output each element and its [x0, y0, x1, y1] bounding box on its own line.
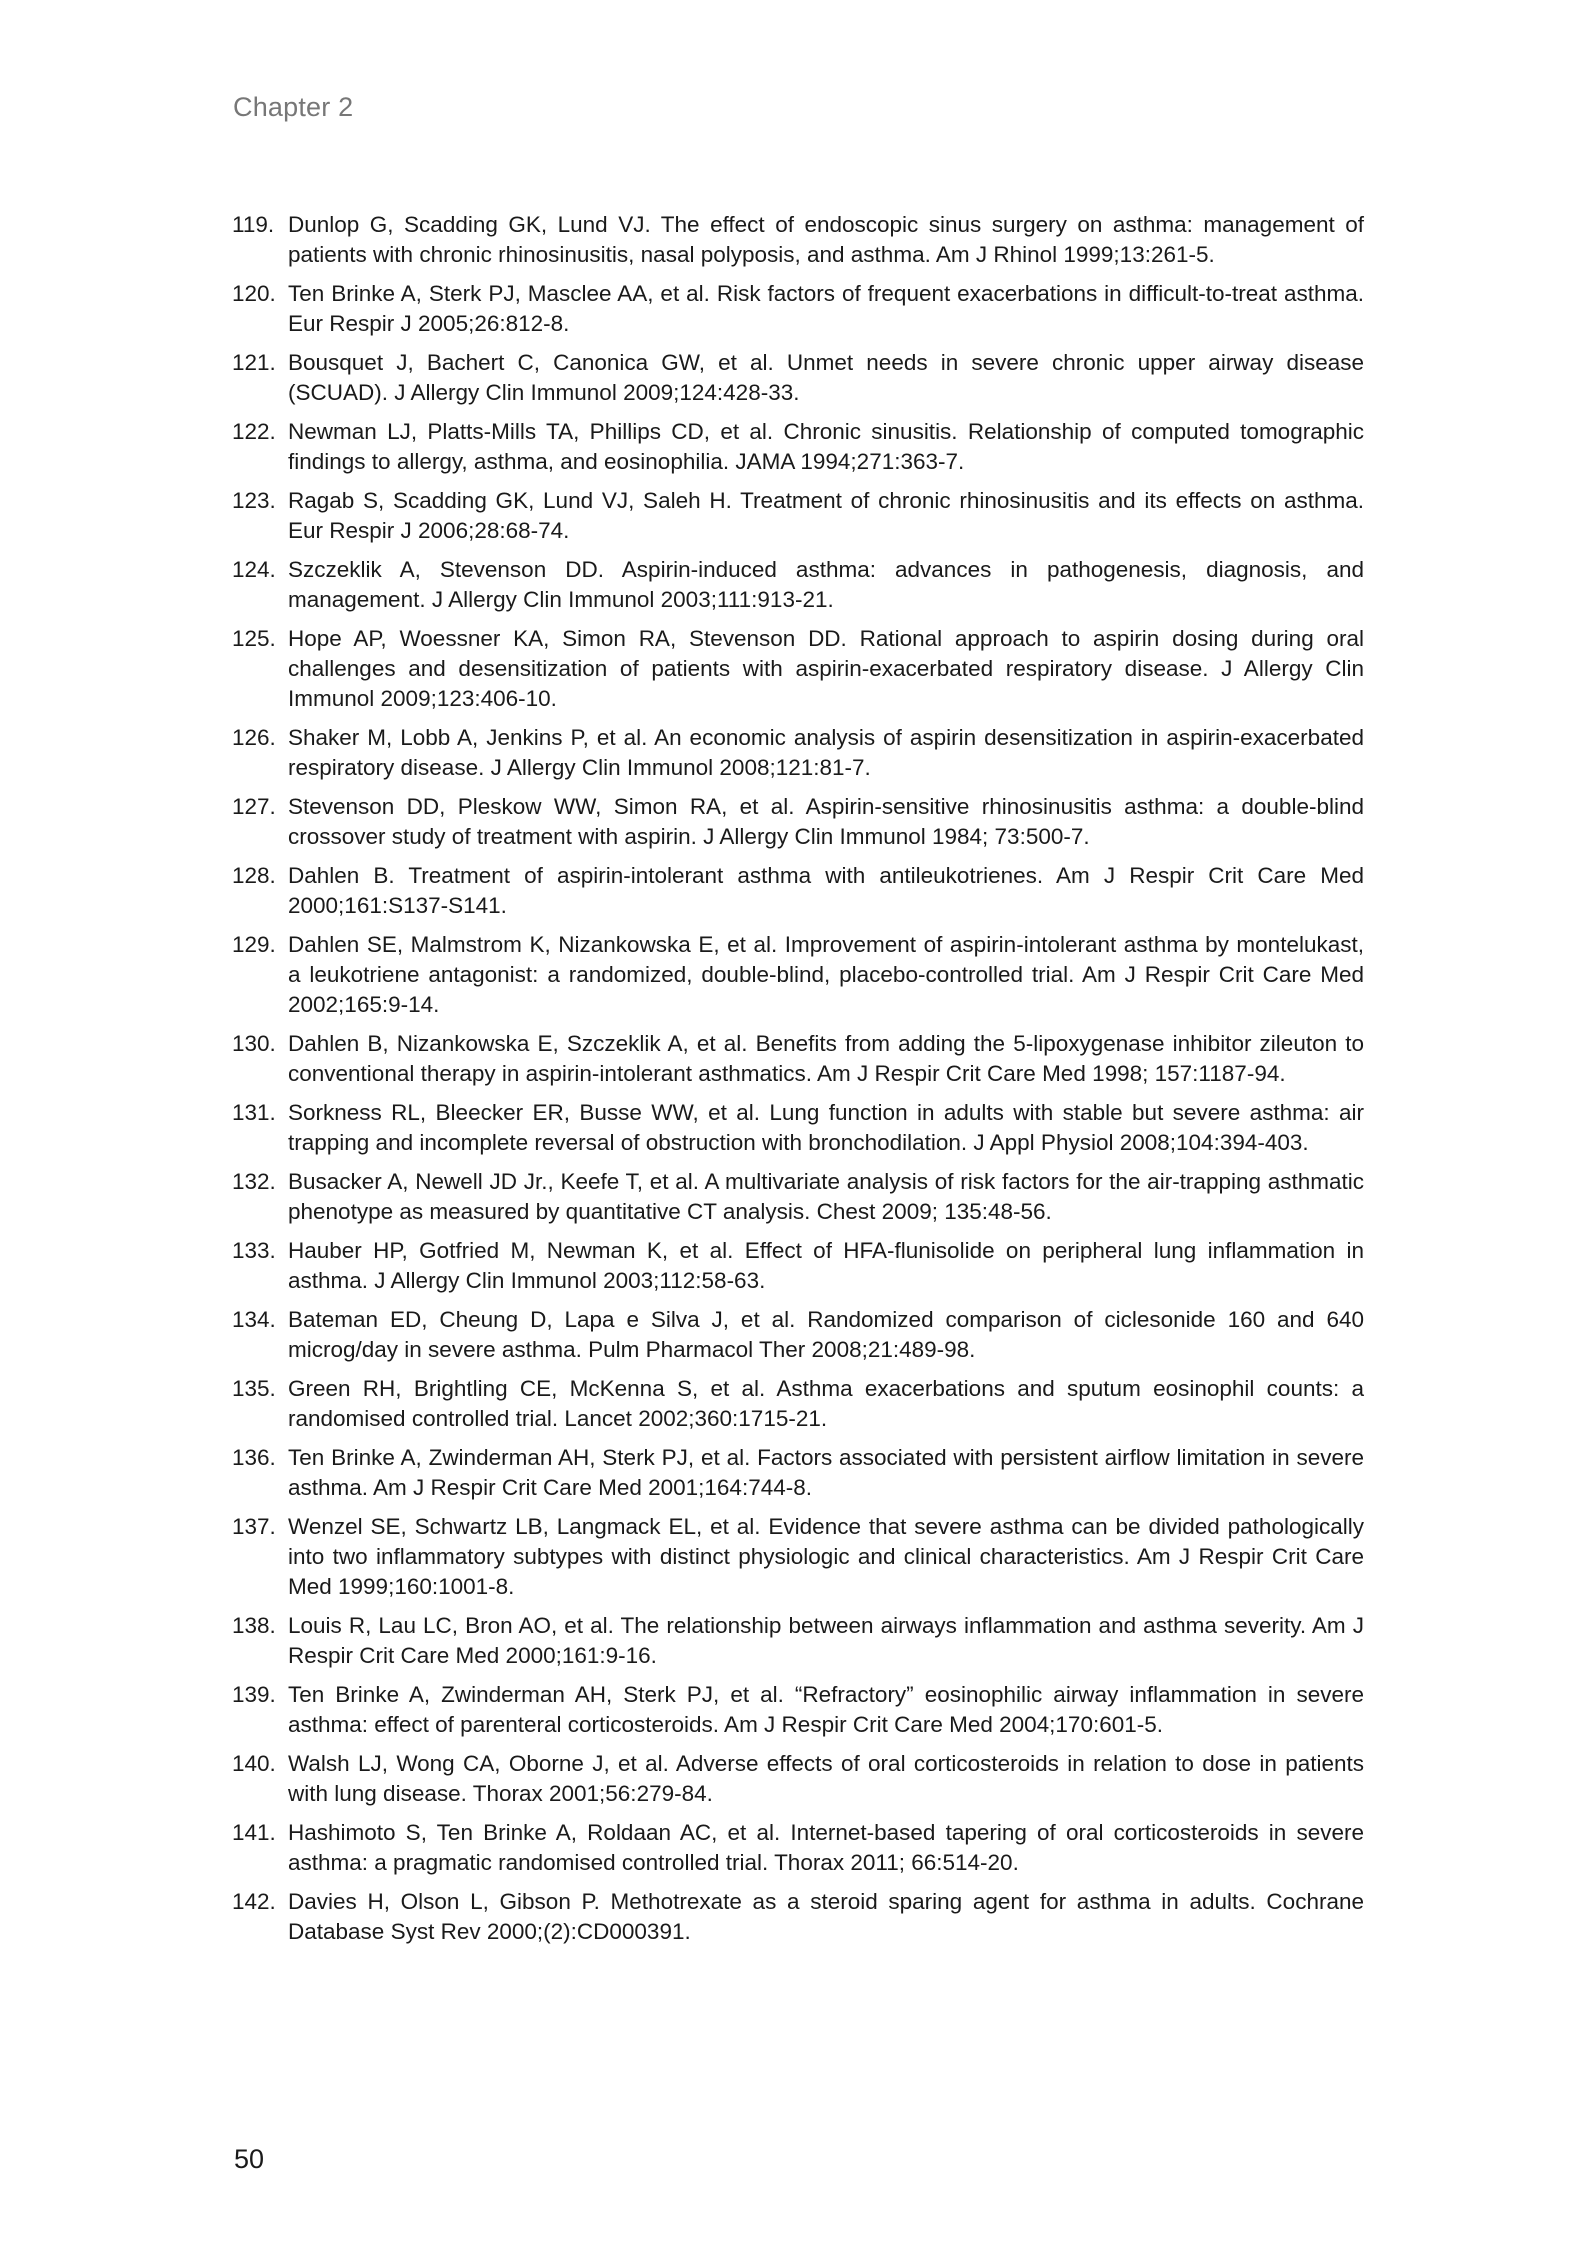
reference-item [232, 279, 1364, 339]
reference-number: 125. [232, 626, 276, 651]
reference-item [232, 1236, 1364, 1296]
reference-text: Walsh LJ, Wong CA, Oborne J, et al. Adverse effects of oral corticosteroids in relation to dose in patients with lung disease. Thorax 2001;56:279-84. [288, 1751, 1364, 1806]
reference-item [232, 1818, 1364, 1878]
reference-item [232, 1512, 1364, 1602]
reference-number: 126. [232, 725, 276, 750]
reference-text: Louis R, Lau LC, Bron AO, et al. The relationship between airways inflammation and asthma severity. Am J Respir Crit Care Med 2000;161:9-16. [288, 1613, 1364, 1668]
reference-item [232, 1749, 1364, 1809]
reference-number: 139. [232, 1682, 276, 1707]
reference-item [232, 723, 1364, 783]
reference-text: Dahlen SE, Malmstrom K, Nizankowska E, et al. Improvement of aspirin-intolerant asthma by montelukast, a leukotriene antagonist: a randomized, double-blind, placebo-controlled trial. Am J Respir Crit Care Med 2002;165:9-14. [288, 932, 1364, 1017]
reference-number: 140. [232, 1751, 276, 1776]
reference-item [232, 1887, 1364, 1947]
reference-text: Davies H, Olson L, Gibson P. Methotrexate as a steroid sparing agent for asthma in adults. Cochrane Database Syst Rev 2000;(2):CD000391. [288, 1889, 1364, 1944]
reference-text: Hope AP, Woessner KA, Simon RA, Stevenson DD. Rational approach to aspirin dosing during oral challenges and desensitization of patients with aspirin-exacerbated respiratory disease. J Allergy Clin Immunol 2009;123:406-10. [288, 626, 1364, 711]
running-header-chapter-title: Chapter 2 [233, 92, 354, 122]
reference-item [232, 1305, 1364, 1365]
reference-list [232, 210, 1364, 1956]
reference-number: 132. [232, 1169, 276, 1194]
reference-item [232, 348, 1364, 408]
reference-number: 123. [232, 488, 276, 513]
reference-item [232, 1374, 1364, 1434]
reference-item [232, 861, 1364, 921]
reference-text: Dunlop G, Scadding GK, Lund VJ. The effect of endoscopic sinus surgery on asthma: management of patients with chronic rhinosinusitis, nasal polyposis, and asthma. Am J Rhinol 1999;13:261-5. [288, 212, 1364, 267]
reference-number: 135. [232, 1376, 276, 1401]
reference-number: 127. [232, 794, 276, 819]
reference-text: Szczeklik A, Stevenson DD. Aspirin-induced asthma: advances in pathogenesis, diagnosis, and management. J Allergy Clin Immunol 2003;111:913-21. [288, 557, 1364, 612]
reference-item [232, 486, 1364, 546]
reference-text: Newman LJ, Platts-Mills TA, Phillips CD, et al. Chronic sinusitis. Relationship of computed tomographic findings to allergy, asthma, and eosinophilia. JAMA 1994;271:363-7. [288, 419, 1364, 474]
reference-item [232, 1611, 1364, 1671]
reference-number: 124. [232, 557, 276, 582]
reference-text: Wenzel SE, Schwartz LB, Langmack EL, et al. Evidence that severe asthma can be divided pathologically into two inflammatory subtypes with distinct physiologic and clinical characteristics. Am J Respir Crit Care Med 1999;160:1001-8. [288, 1514, 1364, 1599]
reference-item [232, 1680, 1364, 1740]
reference-text: Ten Brinke A, Sterk PJ, Masclee AA, et al. Risk factors of frequent exacerbations in difficult-to-treat asthma. Eur Respir J 2005;26:812-8. [288, 281, 1364, 336]
reference-number: 137. [232, 1514, 276, 1539]
reference-number: 121. [232, 350, 276, 375]
reference-text: Hashimoto S, Ten Brinke A, Roldaan AC, et al. Internet-based tapering of oral corticosteroids in severe asthma: a pragmatic randomised controlled trial. Thorax 2011; 66:514-20. [288, 1820, 1364, 1875]
reference-item [232, 1167, 1364, 1227]
reference-text: Stevenson DD, Pleskow WW, Simon RA, et al. Aspirin-sensitive rhinosinusitis asthma: a double-blind crossover study of treatment with aspirin. J Allergy Clin Immunol 1984; 73:500-7. [288, 794, 1364, 849]
reference-number: 120. [232, 281, 276, 306]
reference-number: 128. [232, 863, 276, 888]
reference-number: 138. [232, 1613, 276, 1638]
reference-number: 129. [232, 932, 276, 957]
reference-number: 133. [232, 1238, 276, 1263]
reference-text: Dahlen B, Nizankowska E, Szczeklik A, et al. Benefits from adding the 5-lipoxygenase inhibitor zileuton to conventional therapy in aspirin-intolerant asthmatics. Am J Respir Crit Care Med 1998; 157:1187-94. [288, 1031, 1364, 1086]
reference-item [232, 1098, 1364, 1158]
reference-number: 134. [232, 1307, 276, 1332]
reference-item [232, 1443, 1364, 1503]
reference-text: Bousquet J, Bachert C, Canonica GW, et al. Unmet needs in severe chronic upper airway disease (SCUAD). J Allergy Clin Immunol 2009;124:428-33. [288, 350, 1364, 405]
reference-item [232, 1029, 1364, 1089]
reference-text: Ragab S, Scadding GK, Lund VJ, Saleh H. Treatment of chronic rhinosinusitis and its effects on asthma. Eur Respir J 2006;28:68-74. [288, 488, 1364, 543]
reference-number: 141. [232, 1820, 276, 1845]
reference-item [232, 930, 1364, 1020]
reference-number: 130. [232, 1031, 276, 1056]
reference-text: Ten Brinke A, Zwinderman AH, Sterk PJ, et al. Factors associated with persistent airflow limitation in severe asthma. Am J Respir Crit Care Med 2001;164:744-8. [288, 1445, 1364, 1500]
reference-text: Bateman ED, Cheung D, Lapa e Silva J, et al. Randomized comparison of ciclesonide 160 and 640 microg/day in severe asthma. Pulm Pharmacol Ther 2008;21:489-98. [288, 1307, 1364, 1362]
reference-item [232, 555, 1364, 615]
reference-number: 142. [232, 1889, 276, 1914]
reference-item [232, 417, 1364, 477]
reference-text: Dahlen B. Treatment of aspirin-intolerant asthma with antileukotrienes. Am J Respir Crit Care Med 2000;161:S137-S141. [288, 863, 1364, 918]
reference-text: Hauber HP, Gotfried M, Newman K, et al. Effect of HFA-flunisolide on peripheral lung inflammation in asthma. J Allergy Clin Immunol 2003;112:58-63. [288, 1238, 1364, 1293]
reference-number: 122. [232, 419, 276, 444]
reference-number: 131. [232, 1100, 276, 1125]
reference-text: Ten Brinke A, Zwinderman AH, Sterk PJ, et al. “Refractory” eosinophilic airway inflammation in severe asthma: effect of parenteral corticosteroids. Am J Respir Crit Care Med 2004;170:601-5. [288, 1682, 1364, 1737]
reference-text: Sorkness RL, Bleecker ER, Busse WW, et al. Lung function in adults with stable but severe asthma: air trapping and incomplete reversal of obstruction with bronchodilation. J Appl Physiol 2008;104:394-403. [288, 1100, 1364, 1155]
reference-text: Busacker A, Newell JD Jr., Keefe T, et al. A multivariate analysis of risk factors for the air-trapping asthmatic phenotype as measured by quantitative CT analysis. Chest 2009; 135:48-56. [288, 1169, 1364, 1224]
reference-number: 119. [232, 212, 275, 237]
reference-text: Green RH, Brightling CE, McKenna S, et al. Asthma exacerbations and sputum eosinophil counts: a randomised controlled trial. Lancet 2002;360:1715-21. [288, 1376, 1364, 1431]
reference-item [232, 624, 1364, 714]
reference-item [232, 792, 1364, 852]
reference-number: 136. [232, 1445, 276, 1470]
page-number: 50 [234, 2144, 265, 2174]
reference-text: Shaker M, Lobb A, Jenkins P, et al. An economic analysis of aspirin desensitization in aspirin-exacerbated respiratory disease. J Allergy Clin Immunol 2008;121:81-7. [288, 725, 1364, 780]
reference-item [232, 210, 1364, 270]
